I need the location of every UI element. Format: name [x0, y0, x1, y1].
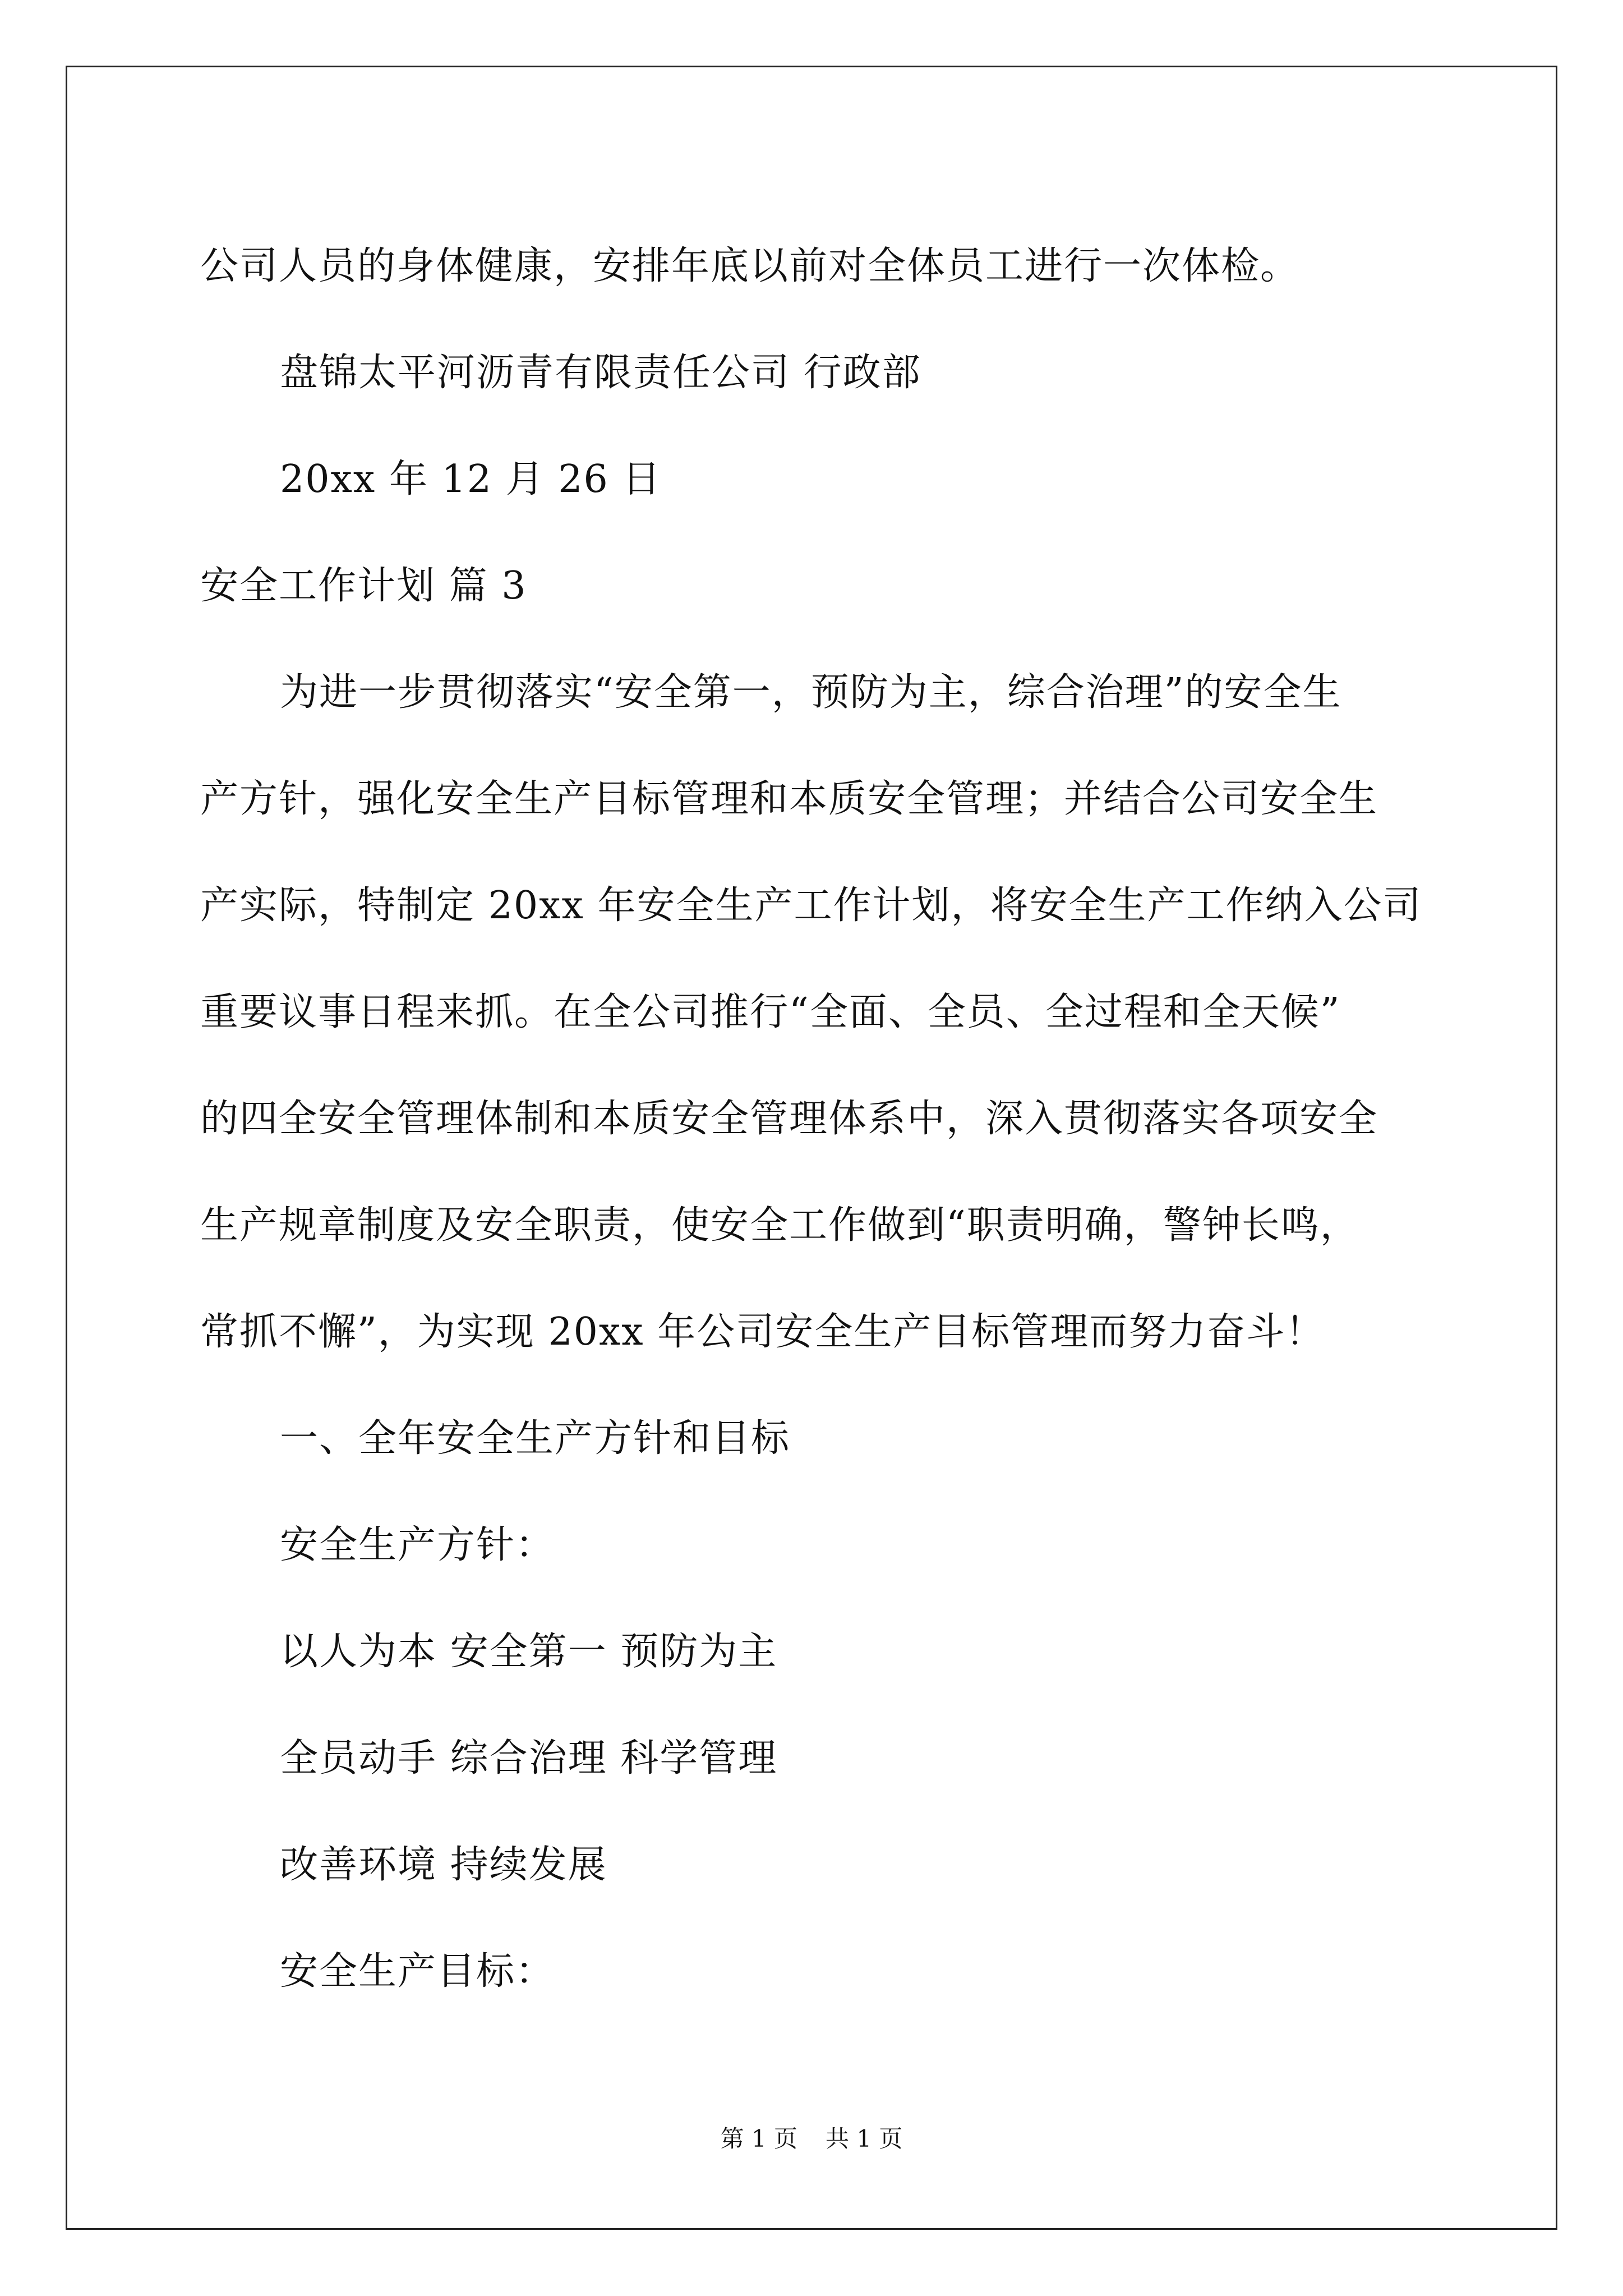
- paragraph-line: 生产规章制度及安全职责，使安全工作做到“职责明确，警钟长鸣，: [200, 1203, 1359, 1248]
- paragraph-line: 公司人员的身体健康，安排年底以前对全体员工进行一次体检。: [200, 244, 1300, 288]
- policy-line: 改善环境 持续发展: [280, 1843, 607, 1887]
- policy-line: 全员动手 综合治理 科学管理: [280, 1736, 778, 1780]
- paragraph-line: 产实际，特制定 20xx 年安全生产工作计划，将安全生产工作纳入公司: [200, 884, 1422, 928]
- document-body: [200, 213, 1434, 2025]
- page-number-current: 第 1 页: [720, 2125, 797, 2152]
- signature-company: 盘锦太平河沥青有限责任公司 行政部: [280, 351, 921, 395]
- paragraph-line: 的四全安全管理体制和本质安全管理体系中，深入贯彻落实各项安全: [200, 1097, 1378, 1141]
- paragraph-line: 产方针，强化安全生产目标管理和本质安全管理；并结合公司安全生: [200, 777, 1378, 821]
- paragraph-line: 重要议事日程来抓。在全公司推行“全面、全员、全过程和全天候”: [200, 990, 1341, 1034]
- policy-line: 以人为本 安全第一 预防为主: [280, 1630, 778, 1674]
- page-footer: [0, 2120, 1623, 2154]
- goal-label: 安全生产目标：: [280, 1949, 555, 1994]
- paragraph-line: 为进一步贯彻落实“安全第一，预防为主，综合治理”的安全生: [280, 670, 1342, 715]
- subsection-heading: 一、全年安全生产方针和目标: [280, 1416, 791, 1461]
- signature-date: 20xx 年 12 月 26 日: [280, 457, 662, 501]
- policy-label: 安全生产方针：: [280, 1523, 555, 1567]
- section-title: 安全工作计划 篇 3: [200, 564, 527, 608]
- paragraph-line: 常抓不懈”，为实现 20xx 年公司安全生产目标管理而努力奋斗！: [200, 1310, 1325, 1354]
- page-number-total: 共 1 页: [826, 2125, 903, 2152]
